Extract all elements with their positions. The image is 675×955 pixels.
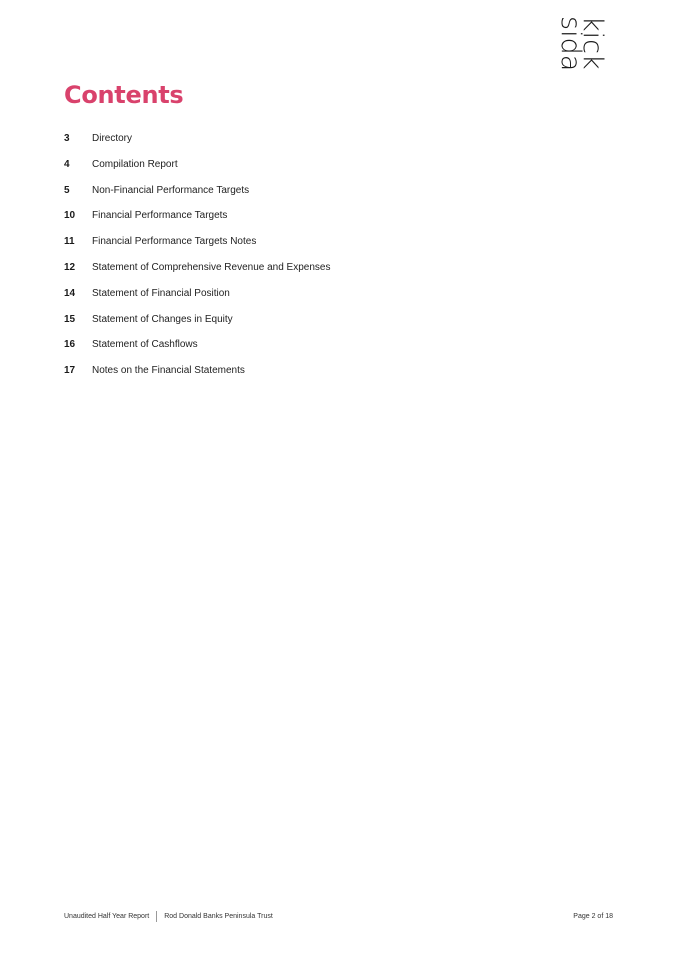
toc-entry-title: Financial Performance Targets Notes <box>92 236 257 248</box>
toc-entry-title: Financial Performance Targets <box>92 210 228 222</box>
footer-left <box>64 911 273 922</box>
toc-entry-title: Non-Financial Performance Targets <box>92 184 250 196</box>
toc-entry[interactable] <box>64 207 330 233</box>
toc-page-number: 12 <box>64 261 76 273</box>
footer-divider <box>156 911 157 922</box>
toc-entry[interactable] <box>64 182 330 208</box>
toc-page-number: 16 <box>64 339 76 351</box>
toc-page-number: 3 <box>64 133 70 144</box>
table-of-contents <box>64 130 330 388</box>
toc-page-number: 14 <box>64 287 76 299</box>
toc-entry[interactable] <box>64 156 330 182</box>
toc-entry-title: Statement of Comprehensive Revenue and Expenses <box>92 261 331 273</box>
toc-entry[interactable] <box>64 130 330 156</box>
toc-entry-title: Compilation Report <box>92 158 178 170</box>
page-title: Contents <box>64 81 184 109</box>
toc-entry[interactable] <box>64 233 330 259</box>
toc-entry-title: Directory <box>92 133 133 144</box>
toc-entry[interactable] <box>64 285 330 311</box>
toc-entry-title: Statement of Cashflows <box>92 339 198 351</box>
toc-page-number: 10 <box>64 210 76 222</box>
logo-text-kick: kick <box>577 16 608 70</box>
toc-entry-title: Statement of Changes in Equity <box>92 313 233 325</box>
toc-entry[interactable] <box>64 259 330 285</box>
toc-entry-title: Notes on the Financial Statements <box>92 365 245 377</box>
footer-report-name: Unaudited Half Year Report <box>64 913 150 920</box>
toc-page-number: 11 <box>64 236 75 248</box>
toc-entry-title: Statement of Financial Position <box>92 287 230 299</box>
toc-page-number: 17 <box>64 365 76 377</box>
footer-organisation: Rod Donald Banks Peninsula Trust <box>164 913 273 920</box>
toc-page-number: 15 <box>64 313 76 325</box>
toc-page-number: 4 <box>64 158 70 170</box>
logo-text-side: sida <box>555 16 586 72</box>
toc-entry[interactable] <box>64 311 330 337</box>
toc-page-number: 5 <box>64 184 70 196</box>
page-footer <box>64 911 613 922</box>
kickside-logo-icon <box>554 14 614 84</box>
footer-page-indicator: Page 2 of 18 <box>573 913 613 920</box>
toc-entry[interactable] <box>64 362 330 388</box>
toc-entry[interactable] <box>64 336 330 362</box>
